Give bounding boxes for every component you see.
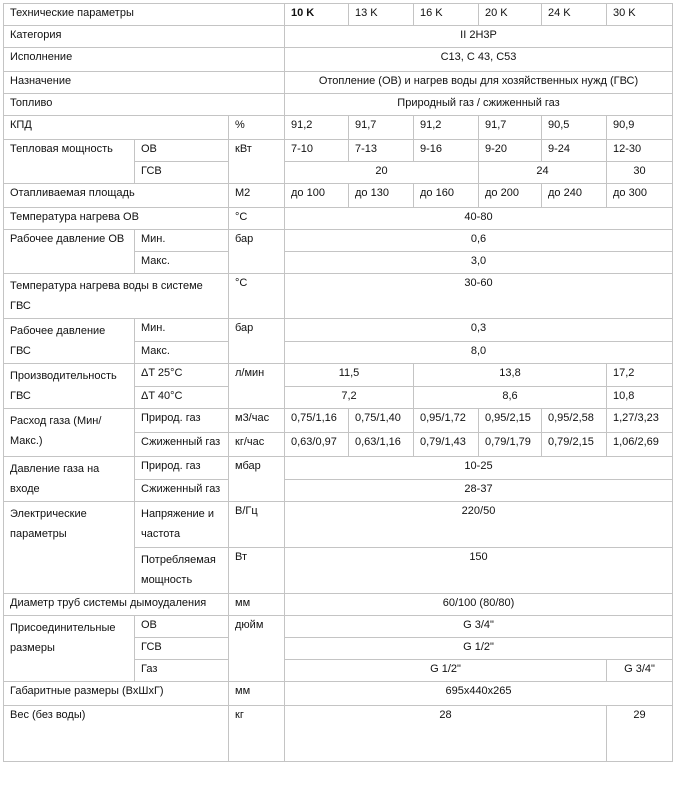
row-value: 0,6 (285, 230, 673, 252)
row-sub-label: Сжиженный газ (135, 433, 229, 457)
row-value: G 3/4" (607, 660, 673, 682)
table-row (4, 594, 673, 616)
row-value: 0,79/1,43 (414, 433, 479, 457)
row-value: 150 (285, 548, 673, 594)
table-row (4, 140, 673, 162)
row-value: 0,95/1,72 (414, 409, 479, 433)
row-value: 29 (607, 706, 673, 762)
row-value: 12-30 (607, 140, 673, 162)
row-value: 9-20 (479, 140, 542, 162)
row-value: 0,63/0,97 (285, 433, 349, 457)
table-row (4, 364, 673, 387)
row-unit: °С (229, 208, 285, 230)
table-header-row (4, 4, 673, 26)
row-value: до 240 (542, 184, 607, 208)
row-value: 0,79/1,79 (479, 433, 542, 457)
row-label: Рабочее давление ОВ (4, 230, 135, 274)
row-label: Производительность ГВС (4, 364, 135, 409)
row-label: Давление газа на входе (4, 457, 135, 502)
table-row (4, 230, 673, 252)
row-label: Категория (4, 26, 285, 48)
row-sub-label: Газ (135, 660, 229, 682)
row-value: 91,7 (349, 116, 414, 140)
row-value: G 1/2" (285, 638, 673, 660)
row-unit: бар (229, 230, 285, 274)
table-row (4, 682, 673, 706)
header-model: 16 K (414, 4, 479, 26)
row-value: 0,3 (285, 319, 673, 342)
row-value: G 1/2" (285, 660, 607, 682)
row-label: Рабочее давление ГВС (4, 319, 135, 364)
row-sub-label: Макс. (135, 252, 229, 274)
spec-table (3, 3, 673, 762)
row-sub-label: Напряжение и частота (135, 502, 229, 548)
row-unit: °С (229, 274, 285, 319)
table-row (4, 72, 673, 94)
row-value: 28-37 (285, 479, 673, 502)
row-label: Расход газа (Мин/Макс.) (4, 409, 135, 457)
header-model: 10 K (285, 4, 349, 26)
row-unit: М2 (229, 184, 285, 208)
table-row (4, 94, 673, 116)
table-row (4, 184, 673, 208)
row-value: Природный газ / сжиженный газ (285, 94, 673, 116)
header-model: 13 K (349, 4, 414, 26)
row-unit: В/Гц (229, 502, 285, 548)
row-label: Назначение (4, 72, 285, 94)
row-sub-label: ОВ (135, 616, 229, 638)
row-value: 24 (479, 162, 607, 184)
row-unit: мм (229, 682, 285, 706)
row-value: 91,7 (479, 116, 542, 140)
table-row (4, 616, 673, 638)
row-unit: мбар (229, 457, 285, 502)
row-value: 10-25 (285, 457, 673, 480)
row-value: 9-16 (414, 140, 479, 162)
table-row (4, 457, 673, 480)
row-value: 8,6 (414, 386, 607, 409)
row-value: 90,9 (607, 116, 673, 140)
row-unit: л/мин (229, 364, 285, 409)
row-value: 28 (285, 706, 607, 762)
row-value: 695х440х265 (285, 682, 673, 706)
row-value: 0,75/1,16 (285, 409, 349, 433)
row-value: 40-80 (285, 208, 673, 230)
row-value: до 160 (414, 184, 479, 208)
header-param: Технические параметры (4, 4, 285, 26)
row-value: 3,0 (285, 252, 673, 274)
table-row (4, 48, 673, 72)
row-value: 1,27/3,23 (607, 409, 673, 433)
row-label: Исполнение (4, 48, 285, 72)
table-row (4, 208, 673, 230)
row-value: до 130 (349, 184, 414, 208)
row-sub-label: ΔT 40°C (135, 386, 229, 409)
row-value: II 2H3P (285, 26, 673, 48)
header-model: 20 K (479, 4, 542, 26)
row-label: Топливо (4, 94, 285, 116)
row-label: Температура нагрева воды в системе ГВС (4, 274, 229, 319)
row-value: 9-24 (542, 140, 607, 162)
table-row (4, 26, 673, 48)
table-row (4, 409, 673, 433)
row-label: Тепловая мощность (4, 140, 135, 184)
row-unit: % (229, 116, 285, 140)
row-sub-label: Мин. (135, 319, 229, 342)
row-sub-label: ГСВ (135, 162, 229, 184)
row-value: 30-60 (285, 274, 673, 319)
row-label: Диаметр труб системы дымоудаления (4, 594, 229, 616)
row-value: 7-10 (285, 140, 349, 162)
header-model: 30 K (607, 4, 673, 26)
header-model: 24 K (542, 4, 607, 26)
row-value: 91,2 (414, 116, 479, 140)
row-unit: мм (229, 594, 285, 616)
row-sub-label: ОВ (135, 140, 229, 162)
table-row (4, 274, 673, 319)
row-value: 20 (285, 162, 479, 184)
row-sub-label: ГСВ (135, 638, 229, 660)
row-value: 91,2 (285, 116, 349, 140)
row-value: 220/50 (285, 502, 673, 548)
row-unit: Вт (229, 548, 285, 594)
row-value: до 300 (607, 184, 673, 208)
table-row (4, 116, 673, 140)
row-sub-label: Потребляемая мощность (135, 548, 229, 594)
row-sub-label: Мин. (135, 230, 229, 252)
row-value: 30 (607, 162, 673, 184)
row-value: 60/100 (80/80) (285, 594, 673, 616)
row-value: 17,2 (607, 364, 673, 387)
row-unit: кВт (229, 140, 285, 184)
row-value: до 200 (479, 184, 542, 208)
row-value: до 100 (285, 184, 349, 208)
row-sub-label: Природ. газ (135, 457, 229, 480)
row-value: 0,63/1,16 (349, 433, 414, 457)
row-label: Температура нагрева ОВ (4, 208, 229, 230)
row-value: 7-13 (349, 140, 414, 162)
row-value: 0,75/1,40 (349, 409, 414, 433)
row-label: Габаритные размеры (ВхШхГ) (4, 682, 229, 706)
row-value: C13, C 43, C53 (285, 48, 673, 72)
row-value: Отопление (ОВ) и нагрев воды для хозяйственных нужд (ГВС) (285, 72, 673, 94)
row-sub-label: ΔT 25°C (135, 364, 229, 387)
row-label: Электрические параметры (4, 502, 135, 594)
row-value: G 3/4" (285, 616, 673, 638)
row-value: 90,5 (542, 116, 607, 140)
row-sub-label: Макс. (135, 341, 229, 364)
row-value: 0,95/2,58 (542, 409, 607, 433)
row-unit: кг/час (229, 433, 285, 457)
row-value: 13,8 (414, 364, 607, 387)
table-row (4, 319, 673, 342)
row-sub-label: Природ. газ (135, 409, 229, 433)
row-value: 10,8 (607, 386, 673, 409)
row-label: Отапливаемая площадь (4, 184, 229, 208)
row-value: 11,5 (285, 364, 414, 387)
row-unit: дюйм (229, 616, 285, 682)
row-value: 0,95/2,15 (479, 409, 542, 433)
row-value: 8,0 (285, 341, 673, 364)
row-unit: бар (229, 319, 285, 364)
table-row (4, 706, 673, 762)
row-value: 1,06/2,69 (607, 433, 673, 457)
row-value: 7,2 (285, 386, 414, 409)
row-unit: кг (229, 706, 285, 762)
row-sub-label: Сжиженный газ (135, 479, 229, 502)
row-value: 0,79/2,15 (542, 433, 607, 457)
table-row (4, 502, 673, 548)
row-label: Присоединительные размеры (4, 616, 135, 682)
row-unit: м3/час (229, 409, 285, 433)
row-label: Вес (без воды) (4, 706, 229, 762)
row-label: КПД (4, 116, 229, 140)
